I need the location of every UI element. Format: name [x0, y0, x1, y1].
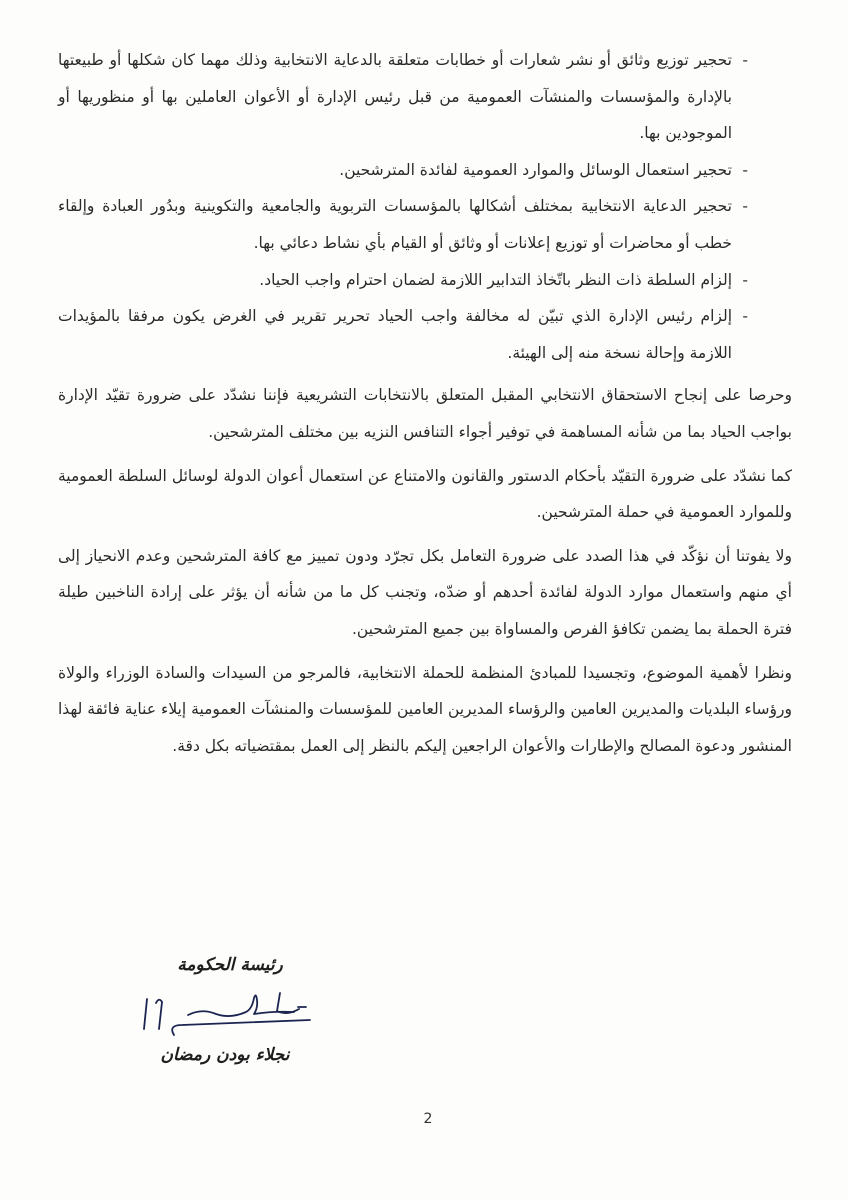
list-item [58, 262, 792, 299]
list-item [58, 188, 792, 261]
signatory-name: نجلاء بودن رمضان [160, 1045, 290, 1065]
bullet-text: إلزام السلطة ذات النظر باتّخاذ التدابير اللازمة لضمان احترام واجب الحياد. [259, 270, 732, 289]
handwritten-signature [130, 985, 330, 1045]
bullet-marker: - [742, 197, 748, 216]
paragraph: وحرصا على إنجاح الاستحقاق الانتخابي المقبل المتعلق بالانتخابات التشريعية فإننا نشدّد على ضرورة تقيّد الإدارة بواجب الحياد بما من شأنه المساهمة في توفير أجواء التنافس النزيه بين مختلف المترشحين. [58, 386, 792, 441]
page-number: 2 [423, 1111, 433, 1127]
bullet-marker: - [742, 307, 748, 326]
document-body [58, 42, 792, 764]
bullet-marker: - [742, 51, 748, 69]
bullet-text: تحجير الدعاية الانتخابية بمختلف أشكالها بالمؤسسات التربوية والجامعية والتكوينية وبدُور العبادة وإلقاء خطب أو محاضرات أو توزيع إعلانات أو وثائق أو القيام بأي نشاط دعائي بها. [58, 197, 732, 252]
bullet-text: تحجير استعمال الوسائل والموارد العمومية لفائدة المترشحين. [339, 160, 732, 179]
paragraph: ولا يفوتنا أن نؤكّد في هذا الصدد على ضرورة التعامل بكل تجرّد ودون تمييز مع كافة المترشحين وعدم الانحياز إلى أي منهم واستعمال موارد الدولة لفائدة أحدهم أو ضدّه، وتجنب كل ما من شأنه أن يؤثر على إرادة الناخبين طيلة فترة الحملة بما يضمن تكافؤ الفرص والمساواة بين جميع المترشحين. [58, 546, 792, 638]
signatory-title: رئيسة الحكومة [177, 955, 283, 975]
bullet-marker: - [742, 160, 748, 179]
bullet-list [58, 42, 792, 371]
bullet-marker: - [742, 270, 748, 289]
bullet-text: تحجير توزيع وثائق أو نشر شعارات أو خطابات متعلقة بالدعاية الانتخابية وذلك مهما كان شكلها أو طبيعتها بالإدارة والمؤسسات والمنشآت العمومية من قبل رئيس الإدارة أو الأعوان العاملين بها أو منظوريها أو الموجودين بها. [58, 51, 732, 143]
bullet-text: إلزام رئيس الإدارة الذي تبيّن له مخالفة واجب الحياد تحرير تقرير في الغرض يكون مرفقا بالمؤيدات اللازمة وإحالة نسخة منه إلى الهيئة. [58, 307, 732, 362]
list-item [58, 298, 792, 371]
list-item [58, 42, 792, 152]
list-item [58, 152, 792, 189]
paragraph: ونظرا لأهمية الموضوع، وتجسيدا للمبادئ المنظمة للحملة الانتخابية، فالمرجو من السيدات والسادة الوزراء والولاة ورؤساء البلديات والمديرين العامين والرؤساء المديرين العامين للمؤسسات والمنشآت العمومية إيلاء عناية فائقة لهذا المنشور ودعوة المصالح والإطارات والأعوان الراجعين إليكم بالنظر إلى العمل بمقتضياته بكل دقة. [58, 663, 792, 755]
paragraph: كما نشدّد على ضرورة التقيّد بأحكام الدستور والقانون والامتناع عن استعمال أعوان الدولة لوسائل السلطة العمومية وللموارد العمومية في حملة المترشحين. [58, 466, 792, 522]
